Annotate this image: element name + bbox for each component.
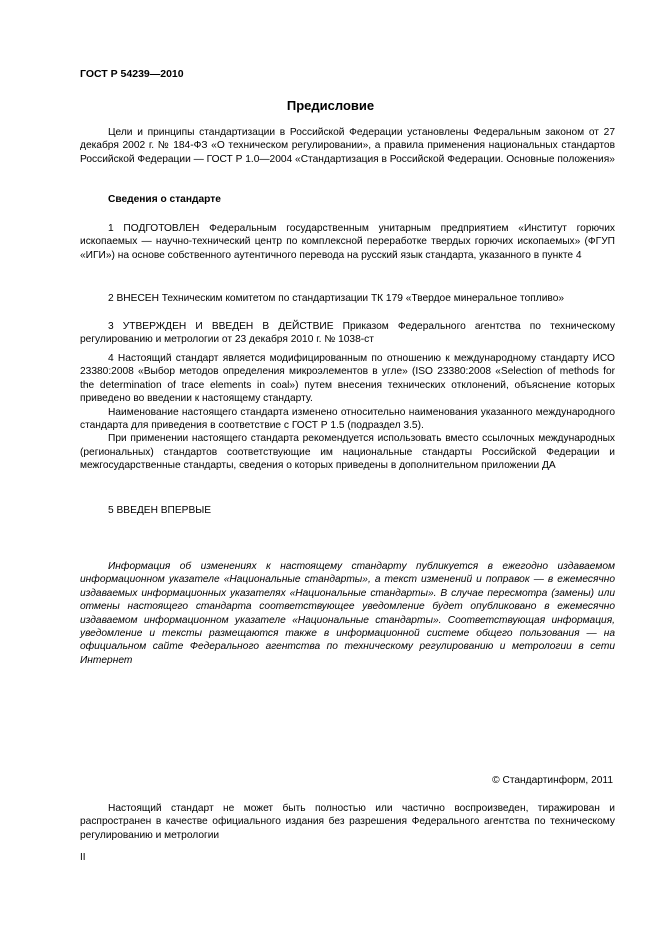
page-title: Предисловие [286,98,375,113]
item-4-references-note: При применении настоящего стандарта рекомендуется использовать вместо ссылочных международных (региональных) стандартов соответствующие им национальные стандарты Российской Федерации и межгосударственные стандарты, сведения о которых приведены в дополнительном приложении ДА [80,433,615,472]
item-2-paragraph: 2 ВНЕСЕН Техническим комитетом по стандартизации ТК 179 «Твердое минеральное топливо» [108,293,565,304]
item-4-name-note: Наименование настоящего стандарта изменено относительно наименования указанного международного стандарта для приведения в соответствие с ГОСТ Р 1.5 (подраздел 3.5). [80,406,615,432]
item-4-block [80,352,615,473]
section-heading: Сведения о стандарте [108,194,221,205]
item-4-paragraph: 4 Настоящий стандарт является модифицированным по отношению к международному стандарту ИСО 23380:2008 «Выбор методов определения микроэлементов в угле» (ISO 23380:2008 «Selection of methods for the determination of trace elements in coal») путем внесения технических отклонений, объяснение которых приведено во введении к настоящему стандарту. [80,353,615,405]
item-3-paragraph: 3 УТВЕРЖДЕН И ВВЕДЕН В ДЕЙСТВИЕ Приказом Федерального агентства по техническому регулированию и метрологии от 23 декабря 2010 г. № 1038-ст [80,321,615,346]
page-number: II [80,852,86,863]
copyright-line: © Стандартинформ, 2011 [492,775,613,786]
change-notice-paragraph: Информация об изменениях к настоящему стандарту публикуется в ежегодно издаваемом информационном указателе «Национальные стандарты», а текст изменений и поправок — в ежемесячно издаваемых информационных указателях «Национальные стандарты». В случае пересмотра (замены) или отмены настоящего стандарта соответствующее уведомление будет опубликовано в ежемесячно издаваемом информационном указателе «Национальные стандарты». Соответствующая информация, уведомление и тексты размещаются также в информационной системе общего пользования — на официальном сайте Федерального агентства по техническому регулированию и метрологии в сети Интернет [80,561,615,666]
document-header: ГОСТ Р 54239—2010 [80,68,184,80]
item-5-paragraph: 5 ВВЕДЕН ВПЕРВЫЕ [108,505,212,516]
intro-paragraph: Цели и принципы стандартизации в Российской Федерации установлены Федеральным законом от 27 декабря 2002 г. № 184-ФЗ «О техническом регулировании», а правила применения национальных стандартов Российской Федерации — ГОСТ Р 1.0—2004 «Стандартизация в Российской Федерации. Основные положения» [80,127,615,165]
item-1-paragraph: 1 ПОДГОТОВЛЕН Федеральным государственным унитарным предприятием «Институт горючих ископаемых — научно-технический центр по комплексной переработке твердых горючих ископаемых» (ФГУП «ИГИ») на основе собственного аутентичного перевода на русский язык стандарта, указанного в пункте 4 [80,223,615,261]
rights-paragraph: Настоящий стандарт не может быть полностью или частично воспроизведен, тиражирован и распространен в качестве официального издания без разрешения Федерального агентства по техническому регулированию и метрологии [80,803,615,841]
